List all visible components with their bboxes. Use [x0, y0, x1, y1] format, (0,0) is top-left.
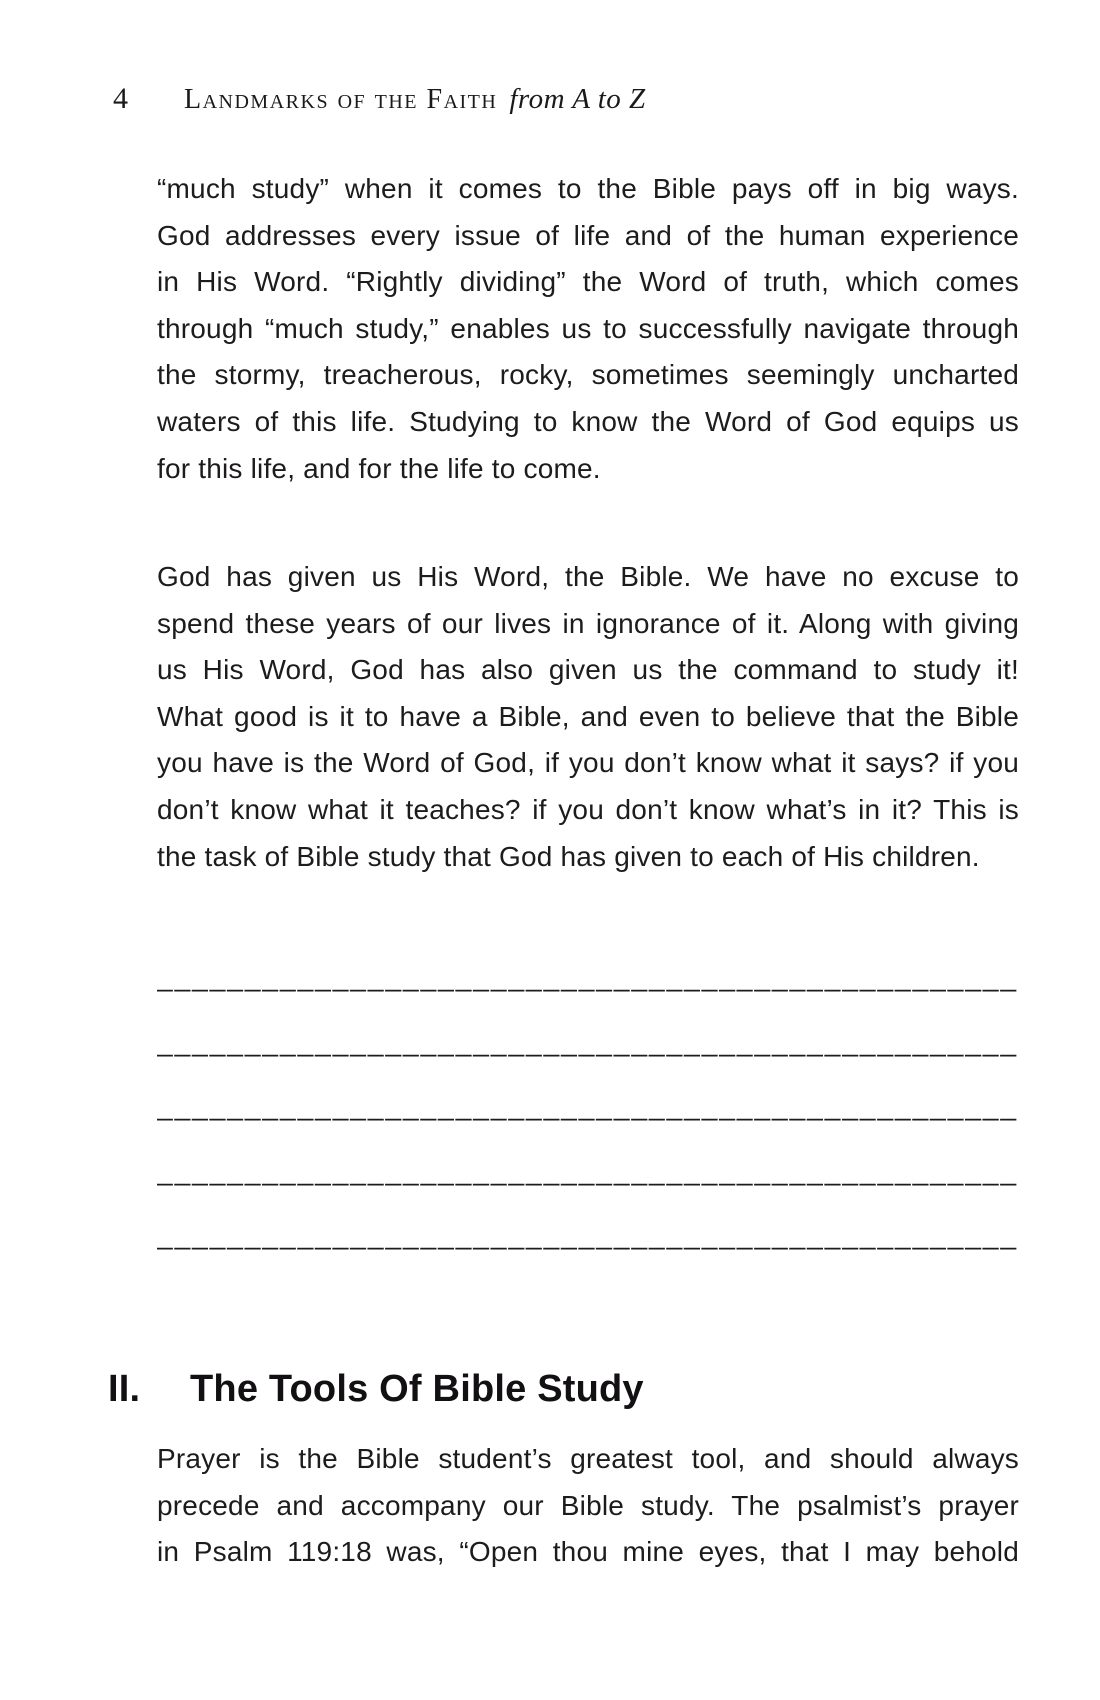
text-line: _________________________________________________: [157, 1219, 1019, 1251]
text-line: the stormy, treacherous, rocky, sometimes seemingly uncharted: [157, 359, 1019, 391]
text-line: _________________________________________________: [157, 1090, 1019, 1122]
section-heading-title: The Tools Of Bible Study: [190, 1368, 644, 1410]
section-heading: [108, 1366, 644, 1412]
text-line: in Psalm 119:18 was, “Open thou mine eyes, that I may behold: [157, 1536, 1019, 1568]
paragraph-3: [157, 1436, 1019, 1576]
text-line: Prayer is the Bible student’s greatest tool, and should always: [157, 1443, 1019, 1474]
text-line: through “much study,” enables us to successfully navigate through: [157, 312, 1019, 344]
book-title-smallcaps: Landmarks of the Faith: [184, 84, 498, 115]
text-line: you have is the Word of God, if you don’t know what it says? if you: [157, 747, 1019, 779]
text-line: don’t know what it teaches? if you don’t know what’s in it? This is: [157, 793, 1019, 825]
text-line: spend these years of our lives in ignorance of it. Along with giving: [157, 607, 1019, 639]
text-line: for this life, and for the life to come.: [157, 452, 601, 484]
running-header: [113, 82, 646, 116]
section-heading-numeral: II.: [108, 1368, 141, 1410]
text-line: God has given us His Word, the Bible. We have no excuse to: [157, 561, 1019, 592]
book-title-script: from A to Z: [509, 83, 646, 115]
text-line: “much study” when it comes to the Bible pays off in big ways.: [157, 173, 1019, 204]
fill-in-writing-lines: [157, 945, 1019, 1268]
text-line: precede and accompany our Bible study. The psalmist’s prayer: [157, 1489, 1019, 1521]
text-line: _________________________________________________: [157, 1154, 1019, 1186]
paragraph-2: [157, 554, 1019, 880]
text-line: the task of Bible study that God has given to each of His children.: [157, 840, 980, 872]
text-line: What good is it to have a Bible, and even to believe that the Bible: [157, 700, 1019, 732]
text-line: us His Word, God has also given us the command to study it!: [157, 654, 1019, 686]
text-line: _________________________________________________: [157, 1025, 1019, 1057]
paragraph-1: [157, 166, 1019, 492]
page-number: 4: [113, 82, 128, 115]
text-line: God addresses every issue of life and of the human experience: [157, 219, 1019, 251]
text-line: _________________________________________________: [157, 961, 1019, 992]
text-line: in His Word. “Rightly dividing” the Word of truth, which comes: [157, 266, 1019, 298]
text-line: waters of this life. Studying to know the Word of God equips us: [157, 405, 1019, 437]
